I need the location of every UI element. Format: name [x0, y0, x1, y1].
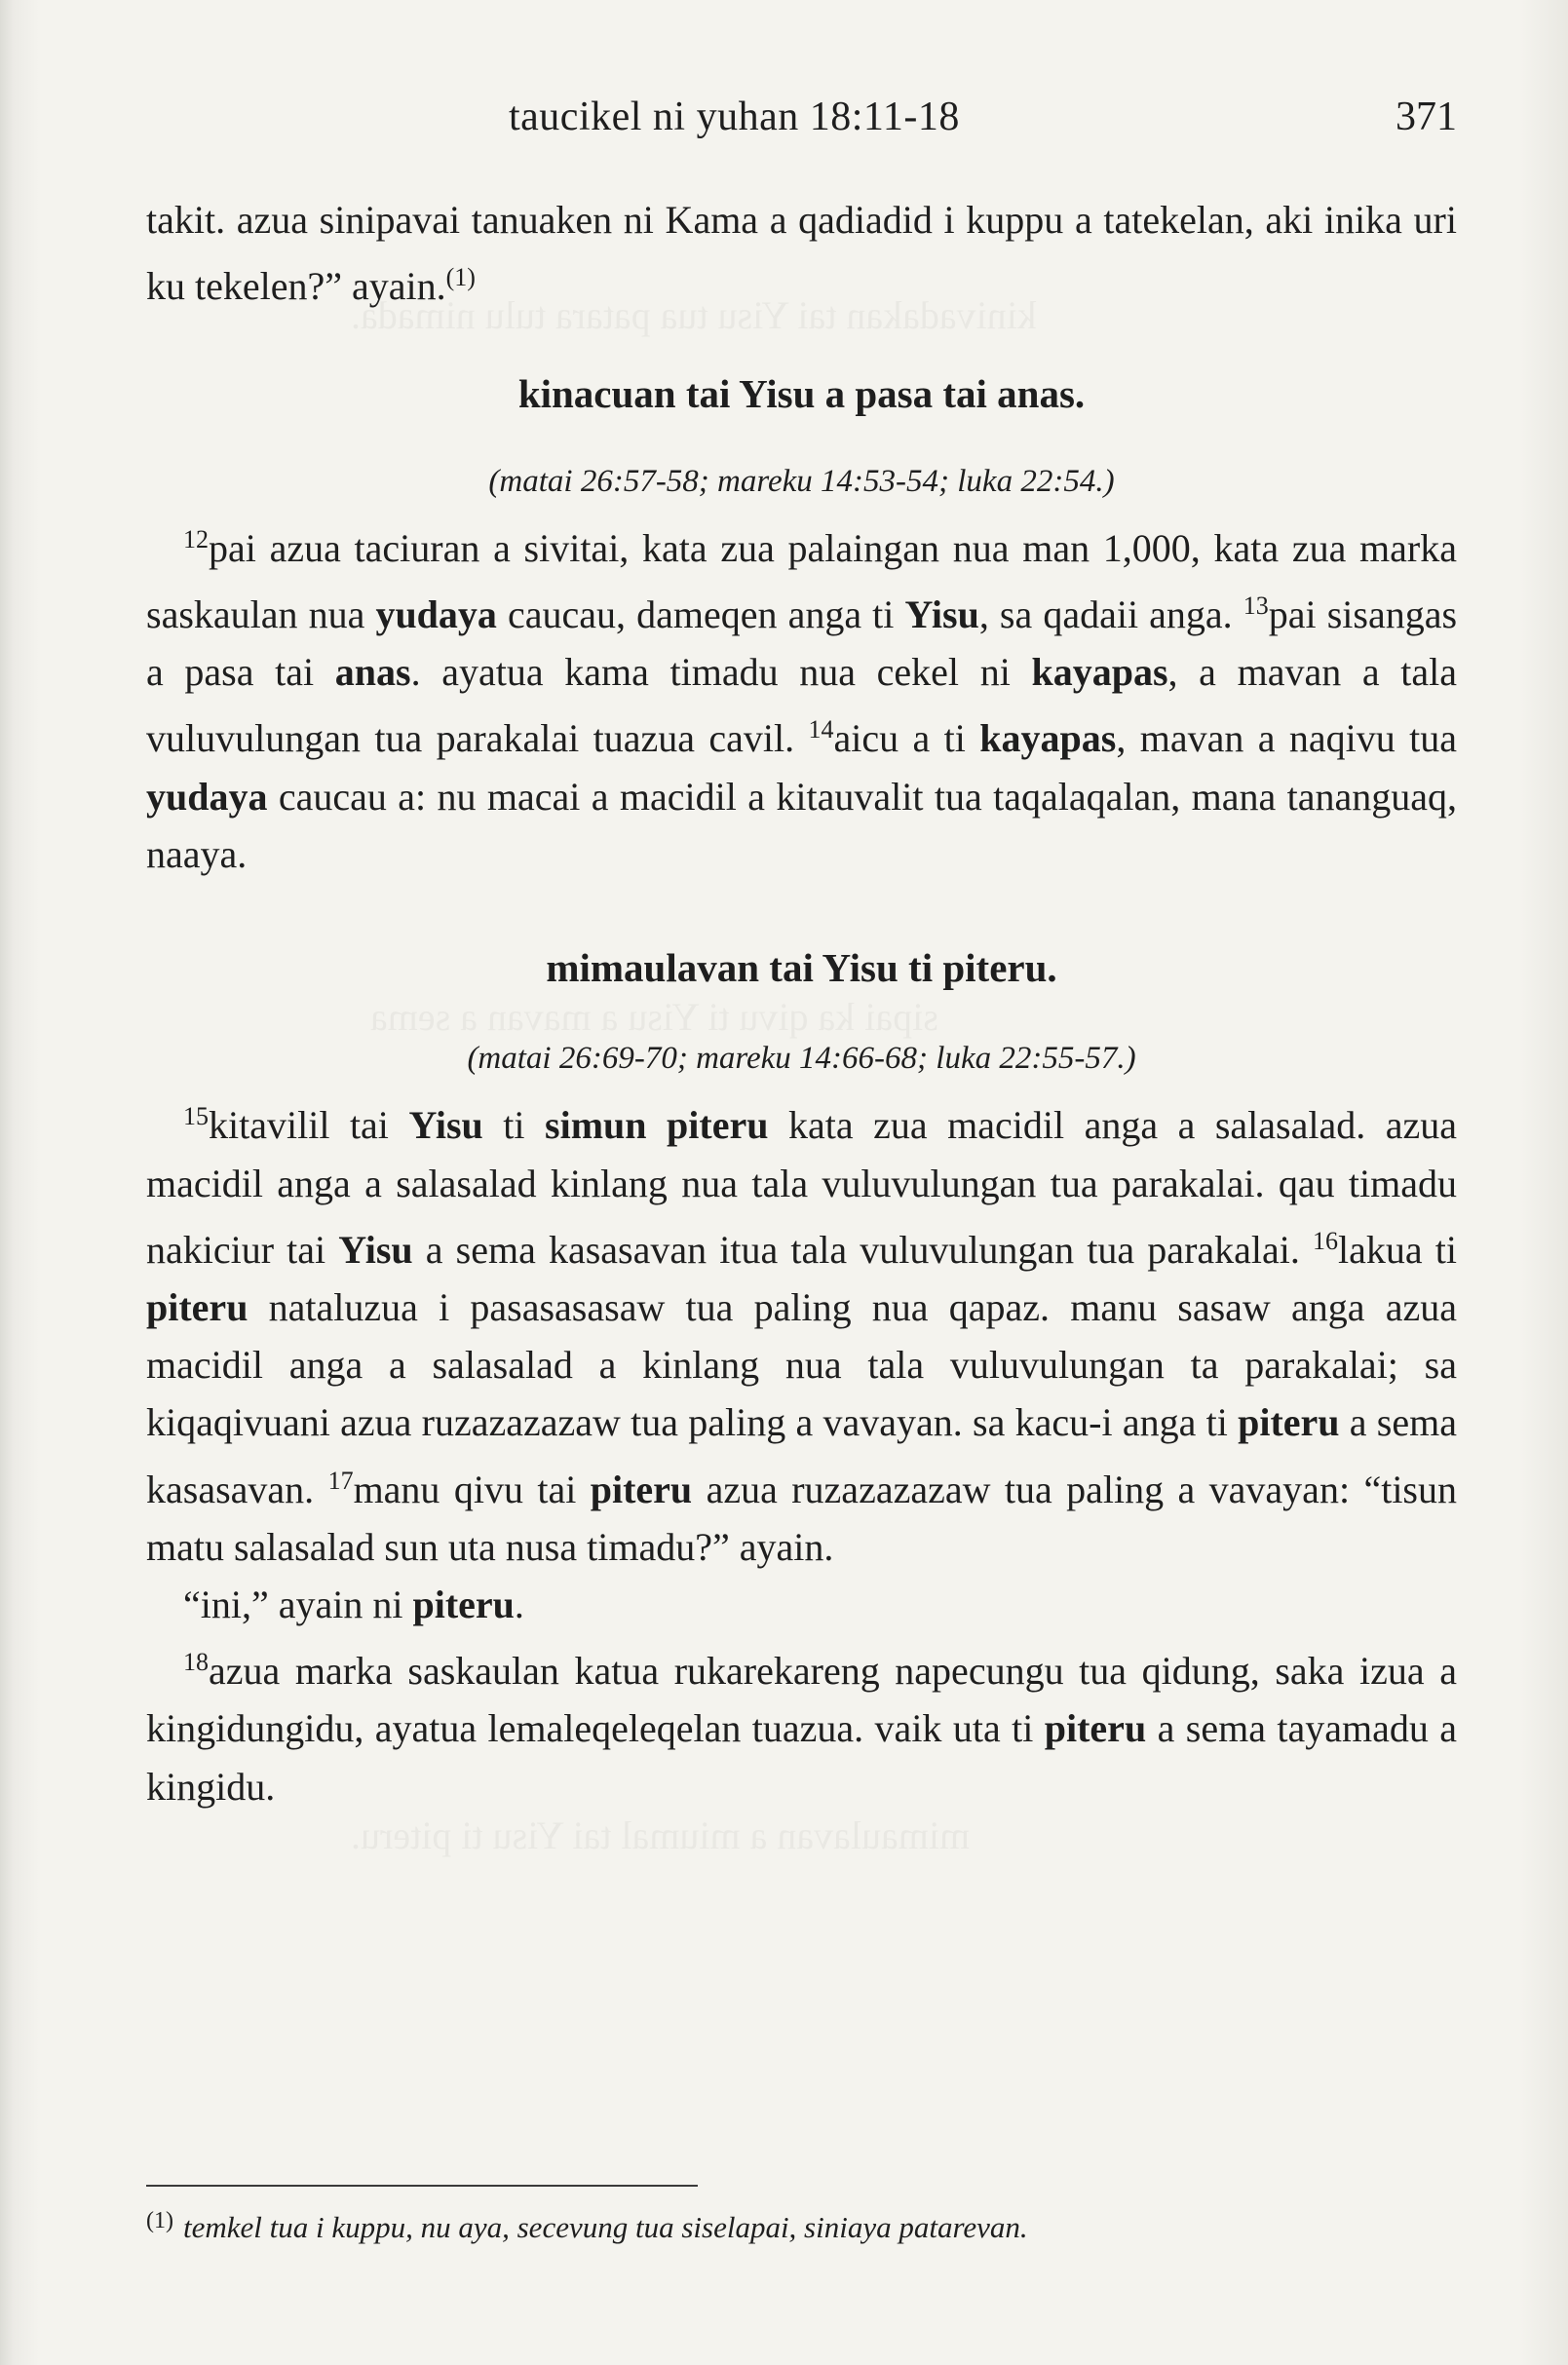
- section-heading-2: mimaulavan tai Yisu ti piteru.: [546, 945, 1057, 991]
- proper-name: kayapas: [1031, 650, 1168, 695]
- proper-name: piteru: [412, 1583, 515, 1627]
- verse-text: manu qivu tai piteru azua ruzazazazaw tua paling a vavayan: “tisun matu salasalad sun uta nusa timadu?” ayain.: [146, 1467, 1457, 1569]
- verse-number: 18: [183, 1648, 209, 1677]
- verse-text: pai azua taciuran a sivitai, kata zua palaingan nua man 1,000, kata zua marka saskaulan nua yudaya caucau, dameqen anga ti Yisu, sa qadaii anga.: [146, 525, 1457, 637]
- verse-number: 17: [327, 1466, 354, 1495]
- dialogue-paragraph: “ini,” ayain ni piteru.: [183, 1583, 524, 1627]
- footnote: [146, 2198, 1457, 2250]
- proper-name: Yisu: [338, 1227, 413, 1272]
- cross-references-1: (matai 26:57-58; mareku 14:53-54; luka 22:54.): [488, 463, 1115, 499]
- running-header: [146, 94, 1457, 152]
- cross-references-2: (matai 26:69-70; mareku 14:66-68; luka 22:55-57.): [467, 1041, 1136, 1077]
- verse-number: 16: [1313, 1226, 1339, 1255]
- proper-name: anas: [334, 650, 411, 695]
- footnote-divider: [146, 2185, 698, 2187]
- proper-name: piteru: [590, 1467, 693, 1511]
- footnote-mark: (1): [146, 2208, 173, 2233]
- verse-paragraph-18: [146, 1633, 1457, 1815]
- verse-number: 14: [808, 715, 834, 744]
- verse-paragraph-15-17: [146, 1087, 1457, 1576]
- verse-text: pai sisangas a pasa tai anas. ayatua kama timadu nua cekel ni kayapas, a mavan a tala vuluvulungan tua parakalai tuazua cavil.: [146, 592, 1458, 761]
- proper-name: piteru: [1044, 1706, 1147, 1751]
- verse-text: lakua ti piteru nataluzua i pasasasasaw tua paling nua qapaz. manu sasaw anga azua macidil anga a salasalad a kinlang nua tala vuluvulungan ta parakalai; sa kiqaqivuani azua ruzazazazaw tua paling a vavayan. sa kacu-i anga ti piteru a sema kasasavan.: [146, 1227, 1457, 1511]
- proper-name: piteru: [1238, 1400, 1340, 1445]
- page-number: 371: [1396, 95, 1457, 139]
- footnote-text: temkel tua i kuppu, nu aya, secevung tua siselapai, siniaya patarevan.: [182, 2210, 1028, 2244]
- intro-paragraph: [146, 191, 1457, 315]
- verse-number: 13: [1243, 591, 1269, 621]
- proper-name: Yisu: [408, 1103, 483, 1148]
- section-heading-1: kinacuan tai Yisu a pasa tai anas.: [517, 371, 1086, 417]
- proper-name: Yisu: [904, 592, 979, 637]
- verse-text: kitavilil tai Yisu ti simun piteru kata zua macidil anga a salasalad. azua macidil anga a salasalad kinlang nua tala vuluvulungan tua parakalai. qau timadu nakiciur tai Yisu a sema kasasavan itua tala vuluvulungan tua parakalai.: [146, 1103, 1457, 1272]
- footnote-reference: (1): [445, 263, 476, 292]
- verse-number: 15: [183, 1102, 209, 1131]
- intro-text: takit. azua sinipavai tanuaken ni Kama a qadiadid i kuppu a tatekelan, aki inika uri ku tekelen?” ayain.: [146, 198, 1457, 309]
- chapter-title: taucikel ni yuhan 18:11-18: [509, 95, 960, 139]
- verse-number: 12: [183, 524, 209, 553]
- proper-name: kayapas: [979, 716, 1117, 761]
- proper-name: yudaya: [375, 592, 497, 637]
- page-body: [146, 191, 1457, 1815]
- verse-text: aicu a ti kayapas, mavan a naqivu tua yudaya caucau a: nu macai a macidil a kitauvalit tua taqalaqalan, mana tananguaq, naaya.: [146, 716, 1457, 876]
- proper-name: piteru: [146, 1285, 249, 1330]
- bleed-through-text: [351, 1812, 970, 1858]
- proper-name: yudaya: [146, 774, 268, 819]
- verse-paragraph-12-14: [146, 511, 1457, 883]
- proper-name: simun piteru: [545, 1103, 769, 1148]
- verse-text: azua marka saskaulan katua rukarekareng napecungu tua qidung, saka izua a kingidungidu, ayatua lemaleqeleqelan tuazua. vaik uta ti piteru a sema tayamadu a kingidu.: [146, 1649, 1457, 1809]
